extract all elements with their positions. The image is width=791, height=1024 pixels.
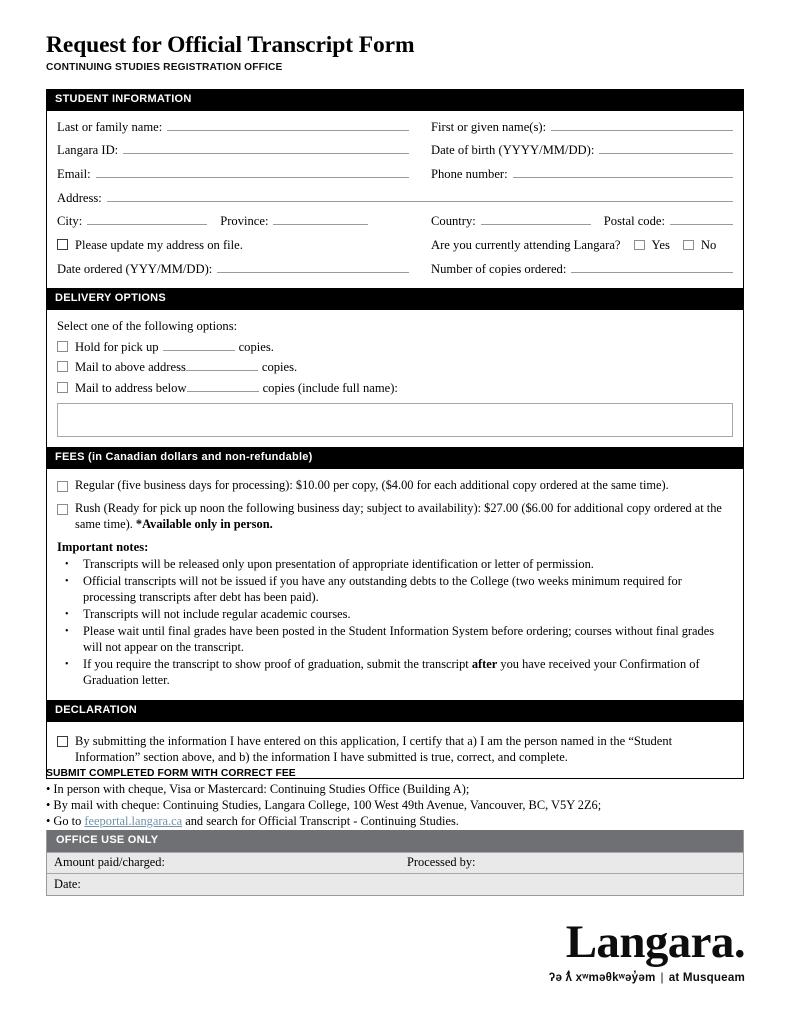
important-notes-title: Important notes: — [57, 539, 149, 554]
mail-below-address-label: Mail to address below — [75, 381, 187, 396]
row-email-phone — [57, 167, 733, 182]
fee-rush-text: Rush (Ready for pick up noon the following business day; subject to availability): $27.00 ($6.00 for additional copy ordered at the same time). — [75, 500, 722, 531]
bullet-icon: • — [65, 608, 69, 620]
note-part-a: If you require the transcript to show proof of graduation, submit the transcript — [83, 657, 472, 672]
field-first-name — [431, 120, 733, 135]
tagline-separator: | — [660, 971, 664, 984]
country-input[interactable] — [481, 214, 591, 225]
office-processed-by-label: Processed by: — [407, 855, 476, 870]
field-address — [57, 191, 733, 206]
tagline-text: at Musqueam — [668, 971, 745, 984]
office-amount-label: Amount paid/charged: — [54, 855, 165, 870]
field-date-of-birth — [431, 143, 733, 158]
office-use-only-section — [46, 830, 744, 896]
last-name-input[interactable] — [167, 120, 409, 131]
bullet-icon: • — [65, 626, 69, 638]
row-update-attending — [57, 238, 733, 253]
mail-below-address-suffix: copies (include full name): — [262, 381, 398, 396]
copies-ordered-input[interactable] — [571, 262, 733, 273]
section-header-fees: FEES (in Canadian dollars and non-refundable) — [46, 447, 744, 469]
section-header-student-information: STUDENT INFORMATION — [46, 89, 744, 111]
langara-id-label: Langara ID: — [57, 143, 119, 158]
musqueam-tagline — [549, 971, 745, 984]
field-phone — [431, 167, 733, 182]
row-address — [57, 191, 733, 206]
fee-option-regular[interactable] — [57, 478, 733, 494]
city-label: City: — [57, 214, 83, 229]
phone-label: Phone number: — [431, 166, 508, 181]
field-attending-langara — [431, 238, 733, 253]
row-date-copies — [57, 262, 733, 277]
hold-for-pickup-suffix: copies. — [238, 339, 274, 354]
update-address-label: Please update my address on file. — [75, 237, 243, 252]
page-header — [46, 33, 746, 73]
page-subtitle: CONTINUING STUDIES REGISTRATION OFFICE — [46, 61, 283, 73]
note-emphasis: after — [471, 657, 498, 672]
office-date-cell — [54, 877, 743, 892]
feeportal-link[interactable]: feeportal.langara.ca — [84, 814, 183, 829]
attending-no-checkbox[interactable] — [683, 240, 694, 250]
student-information-panel — [46, 111, 744, 288]
important-note-text: Please wait until final grades have been posted in the Student Information System before ordering; courses without final grades will not appear on the transcript. — [83, 624, 715, 654]
group-city-province — [57, 214, 409, 229]
mail-above-address-suffix: copies. — [261, 360, 298, 375]
declaration-row[interactable] — [57, 733, 733, 766]
city-input[interactable] — [87, 214, 207, 225]
office-row-date — [47, 873, 743, 895]
important-note-text: Official transcripts will not be issued if you have any outstanding debts to the College (two weeks minimum required for processing transcripts after debt has been paid). — [83, 573, 682, 604]
email-input[interactable] — [96, 167, 409, 178]
address-label: Address: — [57, 190, 102, 205]
note-part-b: you have received your Confirmation of Graduation letter. — [83, 657, 700, 687]
important-note-item — [57, 607, 733, 623]
office-row-amount — [47, 852, 743, 874]
submit-line-online — [46, 813, 746, 829]
important-note-text: Transcripts will not include regular academic courses. — [83, 606, 351, 621]
submit-title: SUBMIT COMPLETED FORM WITH CORRECT FEE — [46, 768, 296, 779]
date-of-birth-input[interactable] — [599, 143, 733, 154]
bullet-icon: • — [65, 575, 69, 587]
field-date-ordered — [57, 262, 409, 277]
copies-ordered-label: Number of copies ordered: — [431, 261, 567, 276]
section-header-delivery-options: DELIVERY OPTIONS — [46, 288, 744, 310]
important-note-item — [57, 657, 733, 689]
address-input[interactable] — [107, 191, 733, 202]
delivery-options-panel — [46, 310, 744, 447]
fee-rush-emphasis: *Available only in person. — [135, 516, 273, 531]
field-copies-ordered — [431, 262, 733, 277]
submit-line-by-mail: • By mail with cheque: Continuing Studies, Langara College, 100 West 49th Avenue, Vancouver, BC, V5Y 2Z6; — [46, 798, 602, 813]
attending-yes-checkbox[interactable] — [634, 240, 645, 250]
update-address-checkbox[interactable] — [57, 239, 68, 250]
important-note-item — [57, 557, 733, 573]
field-email — [57, 167, 409, 182]
form-body — [46, 89, 744, 779]
fee-option-rush[interactable] — [57, 501, 733, 533]
fee-regular-checkbox[interactable] — [57, 481, 68, 492]
fee-regular-label: Regular (five business days for processing): $10.00 per copy, ($4.00 for each additional copy ordered at the same time). — [75, 477, 669, 492]
declaration-checkbox[interactable] — [57, 736, 68, 747]
attending-yes-label: Yes — [651, 237, 670, 252]
langara-logo — [548, 916, 745, 984]
date-ordered-label: Date ordered (YYY/MM/DD): — [57, 261, 213, 276]
langara-wordmark: Langara. — [565, 916, 745, 969]
field-update-address[interactable] — [57, 238, 409, 253]
submit-instructions — [46, 768, 746, 829]
mail-below-address-checkbox[interactable] — [57, 382, 68, 393]
page-title: Request for Official Transcript Form — [46, 32, 415, 58]
mail-above-address-label: Mail to above address — [75, 360, 186, 375]
last-name-label: Last or family name: — [57, 119, 163, 134]
province-input[interactable] — [273, 214, 368, 225]
office-date-label: Date: — [54, 876, 81, 891]
mailing-address-textarea[interactable] — [57, 403, 733, 437]
date-of-birth-label: Date of birth (YYYY/MM/DD): — [431, 143, 595, 158]
delivery-option-mail-below-address[interactable] — [57, 381, 733, 396]
hold-for-pickup-copies-input[interactable] — [163, 340, 235, 351]
office-amount-cell — [54, 855, 407, 870]
email-label: Email: — [57, 166, 91, 181]
fee-rush-checkbox[interactable] — [57, 504, 68, 515]
submit-online-prefix: • Go to — [46, 814, 85, 829]
hold-for-pickup-label: Hold for pick up — [75, 339, 159, 354]
first-name-label: First or given name(s): — [431, 119, 547, 134]
mail-below-address-copies-input[interactable] — [187, 381, 259, 392]
country-label: Country: — [431, 214, 476, 229]
delivery-intro: Select one of the following options: — [57, 318, 238, 333]
musqueam-name: ʔə ƛ̓ xʷməθkʷəy̓əm — [548, 971, 656, 984]
bullet-icon: • — [65, 659, 69, 671]
first-name-input[interactable] — [551, 120, 733, 131]
office-processed-by-cell — [407, 855, 743, 870]
row-id-dob — [57, 143, 733, 158]
delivery-option-mail-above-address[interactable] — [57, 360, 733, 375]
delivery-option-hold-for-pickup[interactable] — [57, 340, 733, 355]
postal-code-label: Postal code: — [603, 214, 665, 229]
group-country-postal — [431, 214, 733, 229]
langara-id-input[interactable] — [123, 143, 409, 154]
section-header-declaration: DECLARATION — [46, 700, 744, 722]
important-note-text: Transcripts will be released only upon presentation of appropriate identification or letter of permission. — [83, 556, 594, 571]
field-last-name — [57, 120, 409, 135]
important-note-text — [83, 657, 733, 689]
important-note-item — [57, 624, 733, 656]
fee-rush-label — [75, 501, 733, 533]
mail-above-address-copies-input[interactable] — [186, 360, 258, 371]
postal-code-input[interactable] — [670, 214, 733, 225]
section-header-office-use-only: OFFICE USE ONLY — [47, 830, 743, 852]
date-ordered-input[interactable] — [217, 262, 409, 273]
important-note-item — [57, 574, 733, 606]
province-label: Province: — [220, 214, 269, 229]
declaration-text: By submitting the information I have entered on this application, I certify that a) I am the person named in the “Student Information” section above, and b) the information I have submitted is true, correct, and complete. — [75, 733, 673, 765]
submit-line-in-person: • In person with cheque, Visa or Mastercard: Continuing Studies Office (Building A); — [46, 782, 470, 796]
attending-no-label: No — [700, 237, 717, 252]
hold-for-pickup-checkbox[interactable] — [57, 341, 68, 352]
row-names — [57, 120, 733, 135]
phone-input[interactable] — [513, 167, 733, 178]
submit-online-suffix: and search for Official Transcript - Continuing Studies. — [182, 814, 459, 829]
field-langara-id — [57, 143, 409, 158]
row-city-province-country-postal — [57, 214, 733, 229]
bullet-icon: • — [65, 558, 69, 570]
attending-langara-label: Are you currently attending Langara? — [431, 237, 621, 252]
fees-panel — [46, 469, 744, 700]
mail-above-address-checkbox[interactable] — [57, 361, 68, 372]
